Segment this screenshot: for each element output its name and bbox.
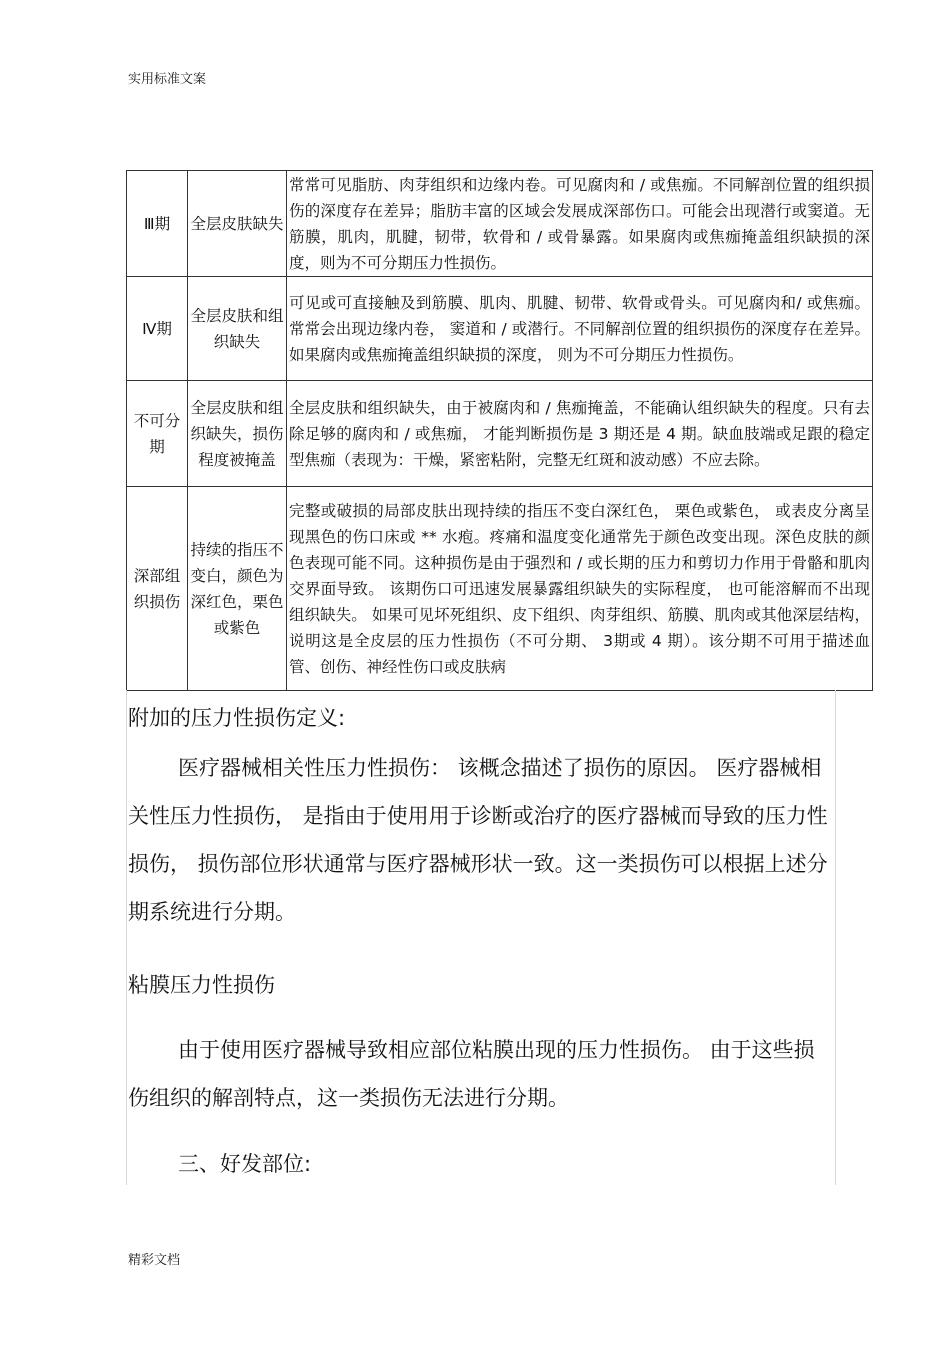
stage-name-cell: 全层皮肤和组织缺失 xyxy=(188,277,287,381)
stage-name-cell: 全层皮肤缺失 xyxy=(188,171,287,277)
table-row xyxy=(127,381,873,487)
stage-description-cell: 完整或破损的局部皮肤出现持续的指压不变白深红色， 栗色或紫色， 或表皮分离呈现黑色的伤口床或 ** 水疱。疼痛和温度变化通常先于颜色改变出现。深色皮肤的颜色表现可能不同。这种损伤是由于强烈和 / 或长期的压力和剪切力作用于骨骼和肌肉交界面导致。 该期伤口可迅速发展暴露组织缺失的实际程度， 也可能溶解而不出现组织缺失。 如果可见坏死组织、皮下组织、肉芽组织、筋膜、肌肉或其他深层结构，说明这是全皮层的压力性损伤（不可分期、 3期或 4 期）。该分期不可用于描述血管、创伤、神经性伤口或皮肤病 xyxy=(287,487,873,691)
stage-name-cell: 全层皮肤和组织缺失，损伤程度被掩盖 xyxy=(188,381,287,487)
stage-description-cell: 全层皮肤和组织缺失，由于被腐肉和 / 焦痂掩盖，不能确认组织缺失的程度。只有去除足够的腐肉和 / 或焦痂， 才能判断损伤是 3 期还是 4 期。缺血肢端或足跟的稳定型焦痂（表现为：干燥，紧密粘附，完整无红斑和波动感）不应去除。 xyxy=(287,381,873,487)
stage-description-cell: 常常可见脂肪、肉芽组织和边缘内卷。可见腐肉和 / 或焦痂。不同解剖位置的组织损伤的深度存在差异；脂肪丰富的区域会发展成深部伤口。可能会出现潜行或窦道。无筋膜，肌肉，肌腱，韧带，软骨和 / 或骨暴露。如果腐肉或焦痂掩盖组织缺损的深度，则为不可分期压力性损伤。 xyxy=(287,171,873,277)
section-three-heading: 三、好发部位: xyxy=(178,1152,312,1176)
page-footer: 精彩文档 xyxy=(128,1253,181,1268)
device-related-paragraph: 医疗器械相关性压力性损伤： 该概念描述了损伤的原因。 医疗器械相关性压力性损伤， 是指由于使用用于诊断或治疗的医疗器械而导致的压力性损伤， 损伤部位形状通常与医疗器械形状一致。这一类损伤可以根据上述分期系统进行分期。 xyxy=(128,756,828,924)
stage-cell: Ⅲ期 xyxy=(127,171,188,277)
additional-definitions-heading: 附加的压力性损伤定义: xyxy=(128,706,346,730)
left-margin-rule xyxy=(126,690,127,1185)
table-row xyxy=(127,277,873,381)
table-row xyxy=(127,171,873,277)
stage-description-cell: 可见或可直接触及到筋膜、肌肉、肌腱、韧带、软骨或骨头。可见腐肉和/ 或焦痂。常常会出现边缘内卷， 窦道和 / 或潜行。不同解剖位置的组织损伤的深度存在差异。 如果腐肉或焦痂掩盖组织缺损的深度， 则为不可分期压力性损伤。 xyxy=(287,277,873,381)
mucosal-injury-paragraph: 由于使用医疗器械导致相应部位粘膜出现的压力性损伤。 由于这些损伤组织的解剖特点，这一类损伤无法进行分期。 xyxy=(128,1038,815,1110)
stage-cell: 不可分期 xyxy=(127,381,188,487)
table-row xyxy=(127,487,873,691)
stage-cell: Ⅳ期 xyxy=(127,277,188,381)
mucosal-injury-heading: 粘膜压力性损伤 xyxy=(128,973,275,997)
pressure-injury-stage-table xyxy=(126,170,873,691)
stage-cell: 深部组织损伤 xyxy=(127,487,188,691)
stage-name-cell: 持续的指压不变白，颜色为深红色，栗色或紫色 xyxy=(188,487,287,691)
page-header: 实用标准文案 xyxy=(128,72,207,87)
right-margin-rule xyxy=(835,690,836,1185)
